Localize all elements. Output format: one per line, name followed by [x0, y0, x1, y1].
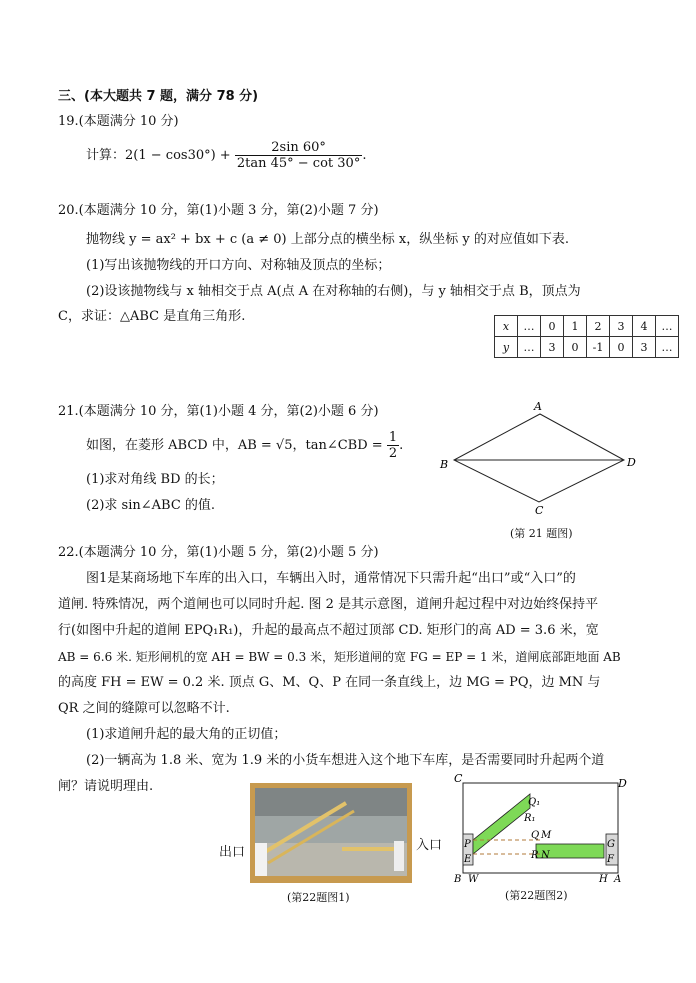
q22-heading: 22.(本题满分 10 分，第(1)小题 5 分，第(2)小题 5 分) — [58, 545, 379, 560]
label-a: A — [614, 874, 622, 884]
q19-numerator: 2sin 60° — [235, 140, 362, 156]
q21-caption: (第 21 题图) — [510, 527, 573, 540]
label-n: N — [541, 850, 550, 861]
raised-barrier — [473, 794, 530, 854]
label-c: C — [535, 504, 544, 517]
q20-part2: (2)设该抛物线与 x 轴相交于点 A(点 A 在对称轴的右侧)，与 y 轴相交于点 B，顶点为 — [86, 284, 581, 299]
q19-expression — [86, 139, 366, 173]
q22-part1: (1)求道闸升起的最大角的正切值； — [86, 727, 287, 742]
label-r1: R₁ — [524, 813, 536, 824]
table-cell: 3 — [610, 316, 633, 337]
table-cell: 4 — [633, 316, 656, 337]
q19-fraction — [235, 140, 362, 171]
q22-caption1: (第22题图1) — [287, 891, 350, 904]
table-cell: … — [656, 337, 679, 358]
label-m: M — [541, 830, 552, 841]
q22-line3: 行(如图中升起的道闸 EPQ₁R₁)，升起的最高点不超过顶部 CD. 矩形门的高 AD = 3.6 米，宽 — [58, 623, 599, 638]
q20-heading: 20.(本题满分 10 分，第(1)小题 3 分，第(2)小题 7 分) — [58, 203, 379, 218]
label-h: H — [599, 874, 608, 884]
q19-heading: 19.(本题满分 10 分) — [58, 114, 179, 129]
q22-line1: 图1是某商场地下车库的出入口，车辆出入时，通常情况下只需升起“出口”或“入口”的 — [86, 571, 576, 586]
q22-part2: (2)一辆高为 1.8 米、宽为 1.9 米的小货车想进入这个地下车库，是否需要同时升起两个道 — [86, 753, 605, 768]
q21-part2: (2)求 sin∠ABC 的值. — [86, 498, 216, 513]
label-r: R — [531, 850, 539, 861]
label-a: A — [534, 400, 542, 413]
photo-label-entrance: 入口 — [416, 838, 443, 853]
q20-part1: (1)写出该抛物线的开口方向、对称轴及顶点的坐标； — [86, 258, 391, 273]
q22-line5: 的高度 FH = EW = 0.2 米. 顶点 G、M、Q、P 在同一条直线上，边 MG = PQ，边 MN 与 — [58, 675, 601, 690]
label-e: E — [464, 854, 472, 865]
q21-frac-num: 1 — [388, 430, 398, 445]
label-c: C — [454, 772, 463, 785]
table-cell: 0 — [541, 316, 564, 337]
table-cell: 3 — [541, 337, 564, 358]
q20-value-table — [494, 315, 679, 358]
label-p: P — [464, 839, 471, 850]
q22-line4: AB = 6.6 米. 矩形闸机的宽 AH = BW = 0.3 米，矩形道闸的宽 FG = EP = 1 米，道闸底部距地面 AB — [58, 650, 621, 664]
table-cell: 2 — [587, 316, 610, 337]
label-b: B — [440, 458, 449, 471]
table-cell: … — [518, 316, 541, 337]
table-cell: … — [518, 337, 541, 358]
q19-denominator: 2tan 45° − cot 30° — [236, 156, 361, 171]
label-q: Q — [531, 830, 540, 841]
table-cell: 0 — [610, 337, 633, 358]
photo-gate-post — [255, 843, 267, 876]
q21-rhombus-figure — [436, 398, 646, 518]
photo-label-exit: 出口 — [219, 845, 246, 860]
q19-end: . — [362, 148, 367, 163]
q21-fraction — [387, 430, 399, 461]
q22-photo-figure1 — [250, 783, 412, 883]
label-d: D — [627, 456, 636, 469]
table-cell: 3 — [633, 337, 656, 358]
q22-part2-cont: 闸？请说明理由. — [58, 779, 154, 794]
q21-part1: (1)求对角线 BD 的长； — [86, 472, 224, 487]
label-b: B — [454, 874, 462, 884]
table-cell: y — [495, 337, 518, 358]
table-cell: x — [495, 316, 518, 337]
q21-heading: 21.(本题满分 10 分，第(1)小题 4 分，第(2)小题 6 分) — [58, 404, 379, 419]
rhombus-outline — [454, 414, 624, 502]
q21-frac-den: 2 — [388, 446, 398, 461]
table-cell: 1 — [564, 316, 587, 337]
q22-line6: QR 之间的缝隙可以忽略不计. — [58, 701, 230, 716]
table-cell: … — [656, 316, 679, 337]
photo-gate-post — [394, 841, 404, 871]
q22-schematic-figure2 — [448, 772, 633, 884]
table-row-y — [495, 337, 679, 358]
q22-caption2: (第22题图2) — [505, 889, 568, 902]
q21-stem-end: . — [399, 438, 404, 453]
label-q1: Q₁ — [528, 797, 541, 808]
q20-stem: 抛物线 y = ax² + bx + c (a ≠ 0) 上部分点的横坐标 x，纵坐标 y 的对应值如下表. — [86, 232, 569, 247]
table-cell: -1 — [587, 337, 610, 358]
section-heading: 三、(本大题共 7 题，满分 78 分) — [58, 89, 259, 104]
q21-stem — [86, 430, 403, 462]
q19-term: 2(1 − cos30°) + — [125, 148, 231, 163]
label-g: G — [607, 839, 615, 850]
label-d: D — [618, 777, 627, 790]
table-row-x — [495, 316, 679, 337]
label-w: W — [468, 874, 479, 884]
table-cell: 0 — [564, 337, 587, 358]
label-f: F — [607, 854, 614, 865]
q20-part2-cont: C，求证：△ABC 是直角三角形. — [58, 309, 246, 324]
q19-prefix: 计算： — [86, 148, 126, 163]
q22-line2: 道闸. 特殊情况，两个道闸也可以同时升起. 图 2 是其示意图，道闸升起过程中对边始终保持平 — [58, 597, 599, 612]
q21-stem-text: 如图，在菱形 ABCD 中，AB = √5，tan∠CBD = — [86, 438, 383, 453]
